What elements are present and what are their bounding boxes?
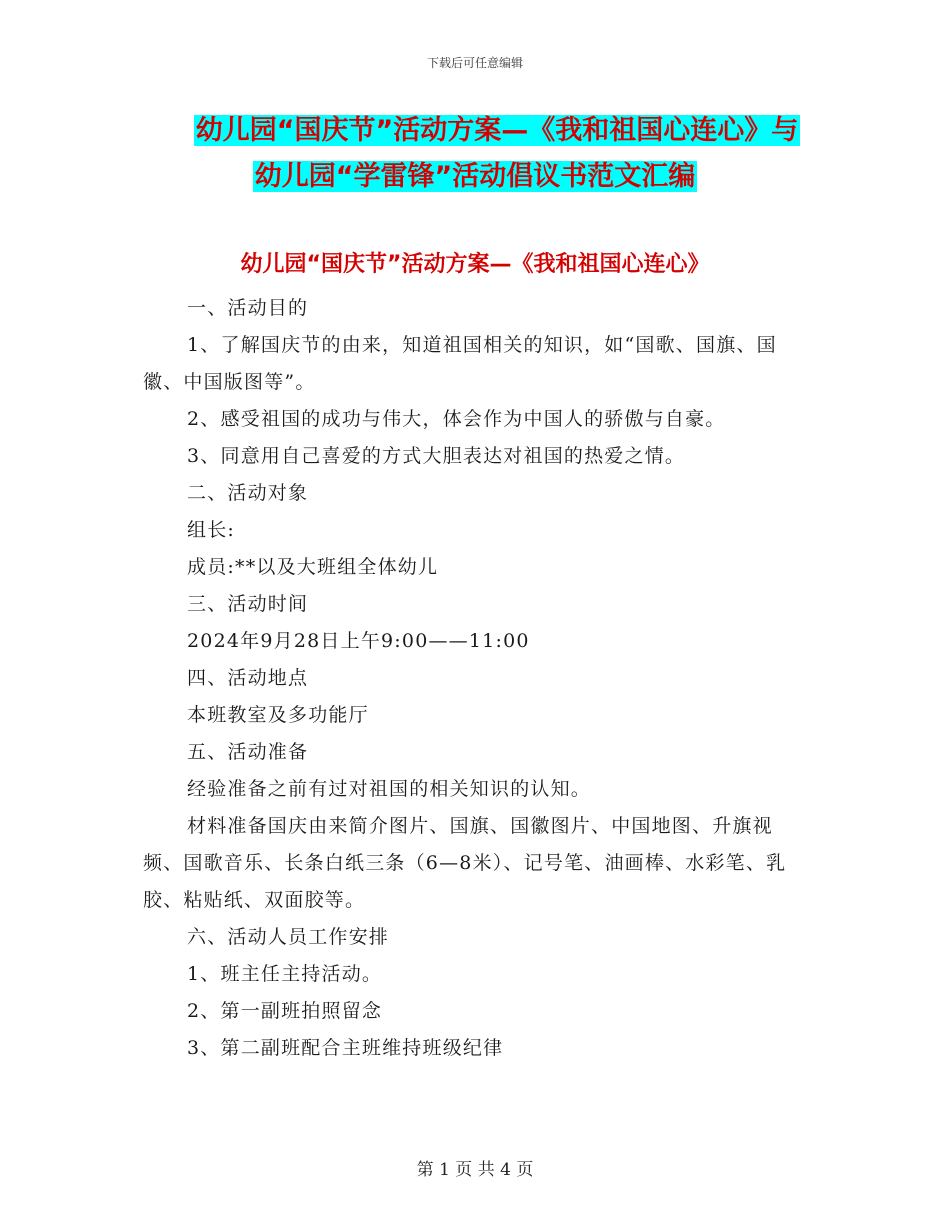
main-title-line-1-text: 幼儿园“国庆节”活动方案—《我和祖国心连心》与 [195, 115, 799, 146]
paragraph: 四、活动地点 [187, 667, 309, 689]
paragraph: 组长: [187, 519, 236, 541]
paragraph: 材料准备国庆由来简介图片、国旗、国徽图片、中国地图、升旗视频、国歌音乐、长条白纸三条（6—8米）、记号笔、油画棒、水彩笔、乳胶、粘贴纸、双面胶等。 [143, 815, 787, 911]
paragraph: 五、活动准备 [187, 741, 309, 763]
paragraph: 3、第二副班配合主班维持班级纪律 [187, 1037, 504, 1059]
paragraph: 2、第一副班拍照留念 [187, 1000, 383, 1022]
main-title-line-1 [0, 111, 950, 151]
paragraph: 本班教室及多功能厅 [187, 704, 369, 726]
paragraph: 一、活动目的 [187, 297, 309, 319]
paragraph: 1、班主任主持活动。 [187, 963, 383, 985]
section-title: 幼儿园“国庆节”活动方案—《我和祖国心连心》 [240, 252, 710, 277]
paragraph: 成员:**以及大班组全体幼儿 [187, 556, 439, 578]
main-title-line-2-text: 幼儿园“学雷锋”活动倡议书范文汇编 [254, 161, 696, 192]
main-title-line-2 [0, 157, 950, 197]
paragraph: 3、同意用自己喜爱的方式大胆表达对祖国的热爱之情。 [187, 445, 686, 467]
paragraph: 2024年9月28日上午9:00——11:00 [187, 630, 530, 652]
paragraph: 三、活动时间 [187, 593, 309, 615]
header-note: 下载后可任意编辑 [426, 56, 523, 70]
page-footer: 第 1 页 共 4 页 [416, 1160, 534, 1180]
paragraph: 2、感受祖国的成功与伟大，体会作为中国人的骄傲与自豪。 [187, 408, 726, 430]
paragraph: 经验准备之前有过对祖国的相关知识的认知。 [187, 778, 592, 800]
paragraph: 二、活动对象 [187, 482, 309, 504]
paragraph: 1、了解国庆节的由来，知道祖国相关的知识，如“国歌、国旗、国徽、中国版图等”。 [143, 334, 777, 393]
document-body [143, 290, 808, 1067]
paragraph: 六、活动人员工作安排 [187, 926, 390, 948]
